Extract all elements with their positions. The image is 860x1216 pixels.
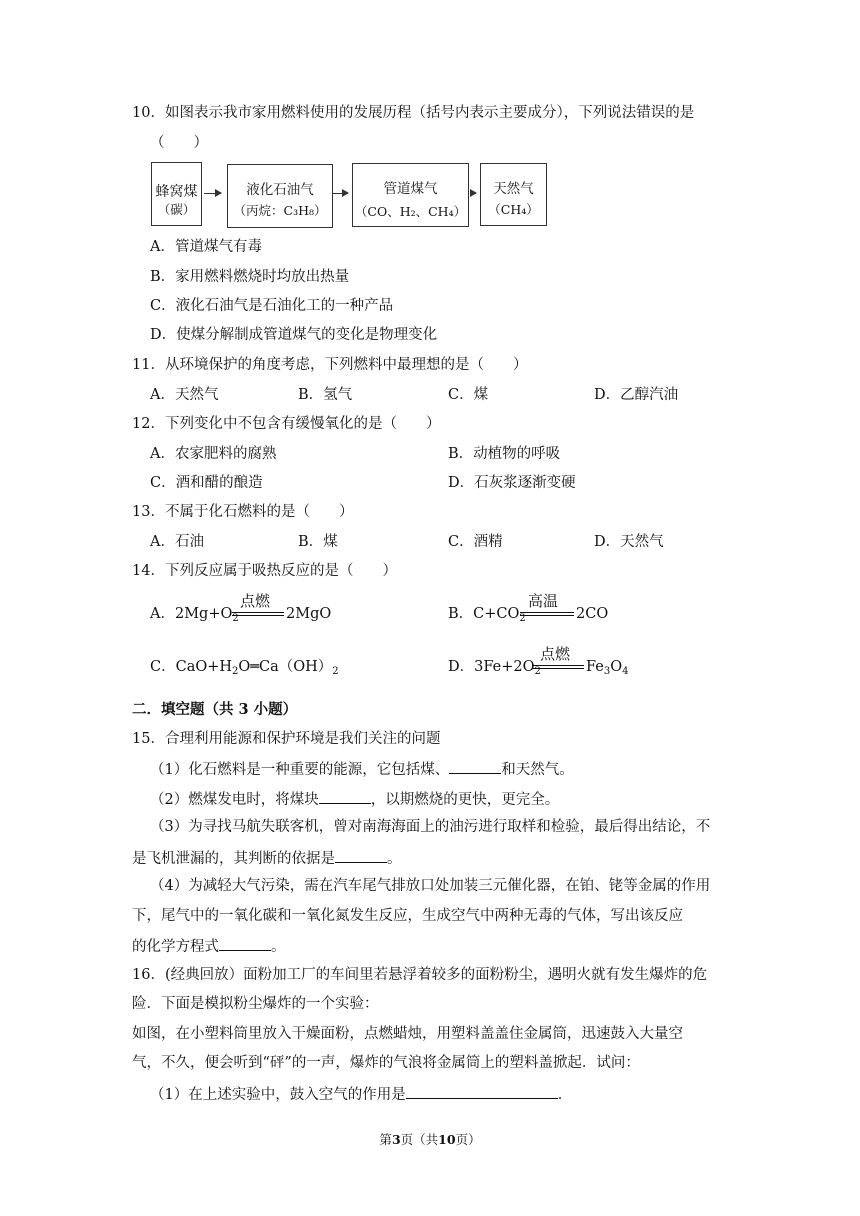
- q11-option-a: A．天然气: [150, 387, 219, 403]
- q10-option-b: B．家用燃料燃烧时均放出热量: [150, 269, 350, 285]
- q13-option-b: B．煤: [298, 534, 338, 550]
- equation-product: [586, 660, 629, 677]
- q13-option-d: D．天然气: [594, 534, 664, 550]
- equals-sign-icon: [232, 612, 284, 616]
- flow-arrow-icon: [204, 193, 221, 194]
- flow-box-label: 蜂窝煤: [155, 184, 198, 200]
- q12-option-d: D．石灰浆逐渐变硬: [448, 475, 576, 491]
- q13-option-a: A．石油: [150, 534, 204, 550]
- question-text: 的化学方程式: [132, 939, 219, 955]
- question-text: ．: [557, 1087, 573, 1103]
- equals-sign-icon: [520, 612, 574, 616]
- q10-option-d: D．使煤分解制成管道煤气的变化是物理变化: [150, 327, 438, 343]
- footer-text: 页（共: [400, 1132, 439, 1147]
- q16-stem-line2: 险．下面是模拟粉尘爆炸的一个实验：: [132, 996, 379, 1012]
- subscript: 2: [534, 666, 541, 677]
- reaction-condition: 点燃: [540, 645, 571, 663]
- equation-product: 2MgO: [286, 606, 332, 622]
- reaction-condition: 点燃: [240, 592, 271, 610]
- question-text: （1）化石燃料是一种重要的能源，它包括煤、: [150, 762, 450, 778]
- q16-part-1: [150, 1086, 572, 1103]
- q15-part-3-line2: [132, 850, 402, 867]
- answer-blank[interactable]: [219, 938, 271, 951]
- q13-option-c: C．酒精: [448, 534, 503, 550]
- flow-arrow-icon: [471, 193, 476, 194]
- question-text: 和天然气。: [501, 762, 574, 778]
- subscript: 2: [232, 613, 239, 624]
- equation-reactants: D．3Fe+2O: [448, 659, 535, 675]
- q10-option-c: C．液化石油气是石油化工的一种产品: [150, 298, 394, 314]
- element-symbol: Fe: [586, 659, 604, 675]
- q11-stem: 11．从环境保护的角度考虑，下列燃料中最理想的是（ ）: [132, 357, 528, 373]
- footer-text: 页）: [455, 1132, 481, 1147]
- q14-stem: 14．下列反应属于吸热反应的是（ ）: [132, 563, 397, 579]
- flow-box-label: 天然气: [493, 181, 534, 197]
- flow-box-composition: （CH₄）: [488, 202, 539, 217]
- element-symbol: O: [610, 659, 623, 675]
- q15-part-4-line1: （4）为减轻大气污染，需在汽车尾气排放口处加装三元催化器，在铂、铑等金属的作用: [150, 878, 711, 894]
- subscript: 3: [603, 666, 611, 677]
- subscript: 2: [232, 666, 239, 677]
- subscript: 2: [519, 613, 526, 624]
- q15-part-4-line2: 下，尾气中的一氧化碳和一氧化氮发生反应，生成空气中两种无毒的气体，写出该反应: [132, 908, 683, 924]
- equation-product: 2CO: [576, 606, 609, 622]
- flow-box-label: 管道煤气: [383, 181, 438, 197]
- q16-description-line1: 如图，在小塑料筒里放入干燥面粉，点燃蜡烛，用塑料盖盖住金属筒，迅速鼓入大量空: [132, 1026, 683, 1042]
- flow-box-composition: （碳）: [157, 202, 196, 217]
- section-heading: 二．填空题（共 3 小题）: [132, 701, 298, 718]
- subscript: 2: [332, 666, 339, 677]
- total-pages: 10: [438, 1132, 456, 1147]
- answer-blank[interactable]: [319, 791, 371, 804]
- flow-box-lpg: [227, 164, 333, 228]
- flow-arrow-icon: [333, 193, 348, 194]
- page-number: 3: [391, 1132, 401, 1147]
- flow-box-composition: （CO、H₂、CH₄）: [354, 204, 467, 219]
- flow-box-composition: （丙烷：C₃H₈）: [233, 203, 327, 218]
- question-text: 是飞机泄漏的，其判断的依据是: [132, 851, 335, 867]
- q12-stem: 12．下列变化中不包含有缓慢氧化的是（ ）: [132, 416, 441, 432]
- flow-box-natural-gas: [480, 163, 547, 226]
- q14-option-c: [150, 660, 339, 677]
- flow-box-label: 液化石油气: [246, 182, 314, 198]
- q13-stem: 13．不属于化石燃料的是（ ）: [132, 504, 354, 520]
- q11-option-b: B．氢气: [298, 387, 353, 403]
- answer-blank[interactable]: [406, 1086, 558, 1099]
- q15-stem: 15．合理利用能源和保护环境是我们关注的问题: [132, 731, 441, 747]
- question-text: ，以期燃烧的更快，更完全。: [370, 792, 560, 808]
- question-text: 。: [387, 851, 402, 867]
- q15-part-3-line1: （3）为寻找马航失联客机，曾对南海海面上的油污进行取样和检验，最后得出结论，不: [150, 819, 711, 835]
- q15-part-1: [150, 761, 574, 778]
- reaction-condition: 高温: [528, 592, 559, 610]
- q12-option-a: A．农家肥料的腐熟: [150, 446, 277, 462]
- q12-option-c: C．酒和醋的酿造: [150, 475, 263, 491]
- q11-option-d: D．乙醇汽油: [594, 387, 679, 403]
- page-footer: [0, 1134, 860, 1147]
- subscript: 4: [622, 666, 629, 677]
- equation-reactants: C．CaO+H: [150, 659, 233, 675]
- equation-product: O═Ca（OH）: [238, 659, 333, 675]
- q16-stem-line1: 16．(经典回放）面粉加工厂的车间里若悬浮着较多的面粉粉尘，遇明火就有发生爆炸的危: [132, 967, 708, 983]
- q15-part-4-line3: [132, 938, 286, 955]
- footer-text: 第: [379, 1132, 392, 1147]
- question-text: （1）在上述实验中，鼓入空气的作用是: [150, 1087, 406, 1103]
- equation-reactants: B．C+CO: [448, 606, 520, 622]
- q16-description-line2: 气，不久，便会听到“砰”的一声，爆炸的气浪将金属筒上的塑料盖掀起．试问：: [132, 1055, 640, 1071]
- q10-stem: 10．如图表示我市家用燃料使用的发展历程（括号内表示主要成分），下列说法错误的是: [132, 105, 695, 121]
- flow-box-pipeline-gas: [352, 163, 469, 227]
- flow-box-honeycomb-coal: [151, 162, 202, 226]
- answer-blank[interactable]: [335, 850, 387, 863]
- equation-reactants: A．2Mg+O: [150, 606, 233, 622]
- question-text: 。: [271, 939, 286, 955]
- q11-option-c: C．煤: [448, 387, 489, 403]
- q12-option-b: B．动植物的呼吸: [448, 446, 561, 462]
- question-text: （2）燃煤发电时，将煤块: [150, 792, 319, 808]
- answer-blank[interactable]: [449, 761, 501, 774]
- q10-answer-paren: （ ）: [150, 135, 208, 151]
- equals-sign-icon: [532, 665, 584, 669]
- q15-part-2: [150, 791, 559, 808]
- q10-option-a: A．管道煤气有毒: [150, 239, 262, 255]
